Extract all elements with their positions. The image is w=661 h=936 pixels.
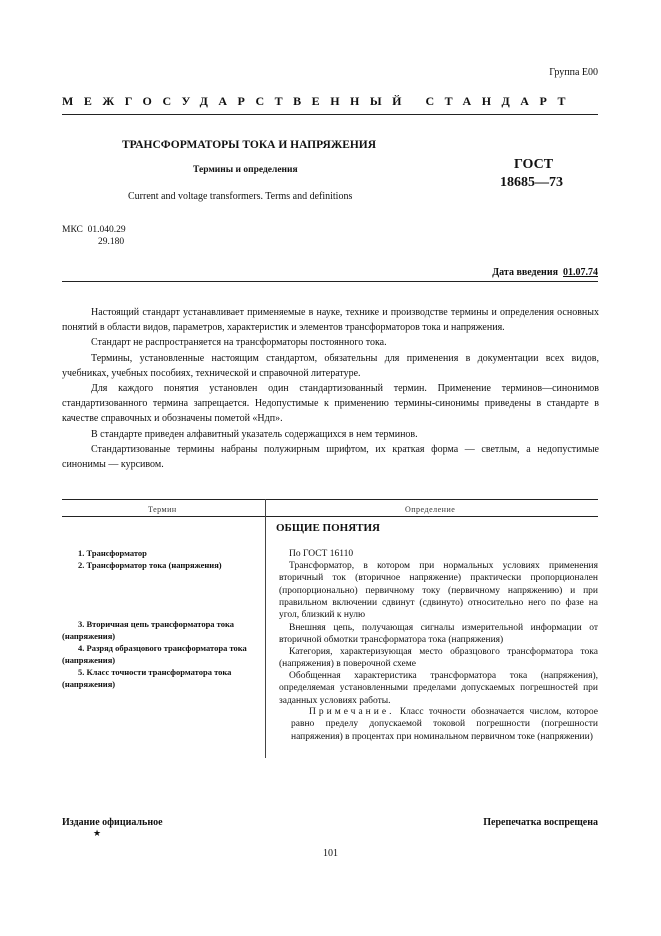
column-header-definition: Определение	[405, 505, 456, 514]
document-title: ТРАНСФОРМАТОРЫ ТОКА И НАПРЯЖЕНИЯ	[122, 139, 377, 151]
preamble-paragraph: Для каждого понятия установлен один стандартизованный термин. Применение терминов—синонимов стандартизованного термина запрещается. Недопустимые к применению термины-синонимы приведены в стандарте в качестве справочных и обозначены пометой «Ндп».	[62, 383, 599, 425]
mks-label: МКС	[62, 225, 83, 235]
document-subtitle: Термины и определения	[193, 165, 298, 175]
preamble-paragraph: Термины, установленные настоящим стандартом, обязательны для применения в документации всех видов, учебниках, учебных пособиях, технической и справочной литературе.	[62, 352, 599, 379]
star-icon: ★	[93, 828, 102, 838]
note-text: Класс точности обозначается числом, которое равно пределу допускаемой токовой погрешности (погрешности напряжения) в процентах при номинальном первичном токе (напряжении)	[291, 707, 598, 742]
gost-label: ГОСТ	[514, 157, 554, 172]
introduction-date	[492, 267, 598, 278]
mks-code-2: 29.180	[98, 237, 125, 247]
document-title-english: Current and voltage transformers. Terms and definitions	[128, 191, 353, 202]
preamble-paragraph: Стандарт не распространяется на трансформаторы постоянного тока.	[91, 337, 387, 349]
table-column-divider	[265, 499, 266, 758]
header-rule	[62, 114, 598, 115]
standard-type-heading: МЕЖГОСУДАРСТВЕННЫЙ СТАНДАРТ	[62, 94, 576, 108]
term-3: 3. Вторичная цепь трансформатора тока (напряжения)	[62, 619, 235, 641]
definition-3: Внешняя цепь, получающая сигналы измерительной информации от вторичной обмотки трансформатора тока (напряжения)	[279, 623, 598, 646]
footer-official-edition: Издание официальное	[62, 817, 163, 828]
term-5: 5. Класс точности трансформатора тока (напряжения)	[62, 667, 232, 689]
page-number: 101	[323, 848, 338, 859]
preamble-paragraph: Стандартизованые термины набраны полужирным шрифтом, их краткая форма — светлым, а недопустимые синонимы — курсивом.	[62, 443, 599, 471]
term-4: 4. Разряд образцового трансформатора тока (напряжения)	[62, 643, 247, 665]
definition-5-note	[279, 706, 598, 743]
term-1: 1. Трансформатор	[78, 548, 147, 558]
term-2: 2. Трансформатор тока (напряжения)	[78, 560, 222, 570]
definition-1: По ГОСТ 16110	[289, 549, 354, 559]
column-header-term: Термин	[148, 505, 177, 514]
group-code: Группа Е00	[549, 67, 598, 78]
intro-rule	[62, 281, 598, 282]
gost-number: 18685—73	[500, 175, 563, 190]
mks-code-1: 01.040.29	[87, 225, 126, 235]
note-label: Примечание.	[309, 707, 395, 717]
mks-line	[62, 225, 126, 235]
preamble-paragraph: В стандарте приведен алфавитный указатель содержащихся в нем терминов.	[91, 428, 418, 440]
definition-5: Обобщенная характеристика трансформатора тока (напряжения), определяемая установленными пределами допускаемых погрешностей при заданных условиях работы.	[279, 671, 598, 706]
preamble-paragraph: Настоящий стандарт устанавливает применяемые в науке, технике и производстве термины и определения основных понятий в области видов, параметров, характеристик и элементов трансформаторов тока и напряжения.	[62, 307, 599, 334]
definition-2: Трансформатор, в котором при нормальных условиях применения вторичный ток (вторичное напряжение) практически пропорционален (пропорционально) первичному току (первичному напряжению) и при правильном включении сдвинут (сдвинуто) относительно него по фазе на угол, близкий к нулю	[279, 561, 598, 621]
table-header-rule	[62, 516, 598, 517]
preamble	[62, 305, 599, 472]
intro-date-value: 01.07.74	[563, 267, 598, 278]
intro-label: Дата введения	[492, 267, 558, 278]
table-top-rule	[62, 499, 598, 500]
footer-reprint-prohibited: Перепечатка воспрещена	[483, 817, 598, 828]
definition-4: Категория, характеризующая место образцового трансформатора тока (напряжения) в поверочной схеме	[279, 647, 598, 670]
section-heading: ОБЩИЕ ПОНЯТИЯ	[276, 522, 381, 534]
